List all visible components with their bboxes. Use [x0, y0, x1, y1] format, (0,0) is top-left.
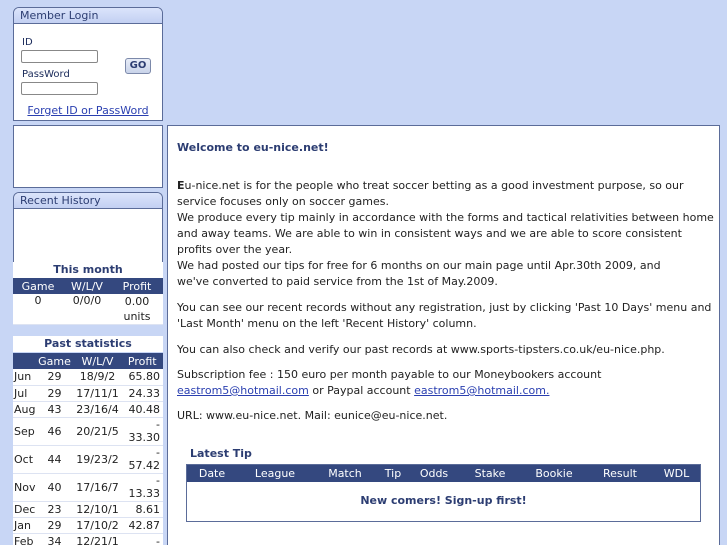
latest-tip-title: Latest Tip — [190, 447, 252, 460]
records-paragraph: You can see our recent records without any registration, just by clicking 'Past 10 Days' menu and 'Last Month' menu on the left 'Recent History' column. — [177, 301, 712, 330]
cell-game: 29 — [35, 369, 73, 385]
member-login-title: Member Login — [14, 8, 162, 24]
password-label: PassWord — [22, 69, 70, 80]
header-wlv: W/L/V — [73, 353, 121, 369]
cell-wlv: 12/10/1 — [73, 501, 121, 517]
cell-game: 43 — [35, 401, 73, 417]
cell-month: Nov — [13, 473, 35, 501]
cell-game: 29 — [35, 517, 73, 533]
latest-tip-header: Date League Match Tip Odds Stake Bookie Result WDL — [187, 465, 700, 482]
table-row — [13, 517, 163, 533]
header-profit: Profit — [111, 278, 163, 294]
cell-month: Sep — [13, 417, 35, 445]
cell-game: 23 — [35, 501, 73, 517]
table-row — [13, 369, 163, 385]
cell-month: Jun — [13, 369, 35, 385]
this-month-title: This month — [13, 262, 163, 278]
welcome-heading: Welcome to eu-nice.net! — [177, 141, 329, 154]
cell-month: Feb — [13, 533, 35, 545]
password-input[interactable] — [21, 82, 98, 95]
table-row — [13, 445, 163, 473]
cell-wlv: 17/11/1 — [73, 385, 121, 401]
cell-wlv: 17/16/7 — [73, 473, 121, 501]
table-row — [13, 473, 163, 501]
id-input[interactable] — [21, 50, 98, 63]
cell-game: 40 — [35, 473, 73, 501]
cell-profit: 65.80 — [121, 369, 163, 385]
cell-wlv: 18/9/2 — [73, 369, 121, 385]
verify-paragraph: You can also check and verify our past records at www.sports-tipsters.co.uk/eu-nice.php. — [177, 343, 665, 356]
intro-paragraph: Eu-nice.net is for the people who treat soccer betting as a good investment purpose, so our service focuses only on soccer games. We produce every tip mainly in accordance with the forms and tactical relativities between home and away teams. We are able to win in consistent ways and we are able to score consistent profits over the year. — [177, 179, 714, 256]
table-row — [13, 401, 163, 417]
subscription-paragraph: Subscription fee : 150 euro per month payable to our Moneybookers account eastrom5@hotmail.com or Paypal account eastrom5@hotmail.com. — [177, 368, 602, 397]
cell-month: Jan — [13, 517, 35, 533]
url-mail-line: URL: www.eu-nice.net. Mail: eunice@eu-nice.net. — [177, 409, 448, 422]
cell-profit: 40.48 — [121, 401, 163, 417]
cell-game: 44 — [35, 445, 73, 473]
cell-month: Aug — [14, 402, 36, 416]
signup-message: New comers! Sign-up first! — [360, 494, 527, 507]
cell-game: 29 — [35, 385, 73, 401]
cell-profit: - — [121, 533, 163, 545]
cell-profit: - 13.33 — [121, 473, 163, 501]
cell-wlv: 23/16/4 — [73, 401, 121, 417]
cell-profit: 8.61 — [121, 501, 163, 517]
moneybookers-email-link[interactable]: eastrom5@hotmail.com — [177, 384, 309, 397]
paypal-email-link[interactable]: eastrom5@hotmail.com. — [414, 384, 550, 397]
main-content — [167, 125, 720, 545]
header-wlv: W/L/V — [63, 278, 111, 294]
latest-tip-table — [186, 464, 701, 522]
cell-month: Dec — [14, 502, 36, 516]
table-row — [13, 533, 163, 545]
cell-profit: - 33.30 — [121, 417, 163, 445]
table-row: 0 0/0/0 0.00 units — [13, 294, 163, 325]
cell-month: Oct — [13, 445, 35, 473]
cell-profit: 42.87 — [121, 517, 163, 533]
cell-wlv: 20/21/5 — [73, 417, 121, 445]
cell-wlv: 19/23/2 — [73, 445, 121, 473]
id-label: ID — [22, 37, 33, 48]
cell-month: Jul — [13, 385, 35, 401]
blank-side-panel — [13, 125, 163, 188]
past-statistics-title: Past statistics — [13, 336, 163, 352]
recent-history-panel — [13, 192, 163, 262]
cell-profit: - 57.42 — [121, 445, 163, 473]
table-row — [13, 501, 163, 517]
header-profit: Profit — [121, 353, 163, 369]
member-login-panel — [13, 7, 163, 121]
this-month-table — [13, 278, 163, 325]
table-row — [13, 385, 163, 401]
cell-game: 46 — [35, 417, 73, 445]
table-row — [13, 417, 163, 445]
cell-profit: 24.33 — [121, 385, 163, 401]
cell-wlv: 17/10/2 — [73, 517, 121, 533]
past-statistics-table — [13, 353, 163, 545]
cell-wlv: 12/21/1 — [73, 533, 121, 545]
recent-history-title: Recent History — [14, 193, 162, 209]
go-button[interactable]: GO — [125, 58, 151, 74]
free-tips-paragraph: We had posted our tips for free for 6 months on our main page until Apr.30th 2009, and we've converted to paid service from the 1st of May.2009. — [177, 259, 661, 288]
header-game: Game — [13, 278, 63, 294]
header-game: Game — [35, 353, 73, 369]
cell-game: 34 — [35, 533, 73, 545]
forget-password-link[interactable]: Forget ID or PassWord — [27, 104, 149, 117]
